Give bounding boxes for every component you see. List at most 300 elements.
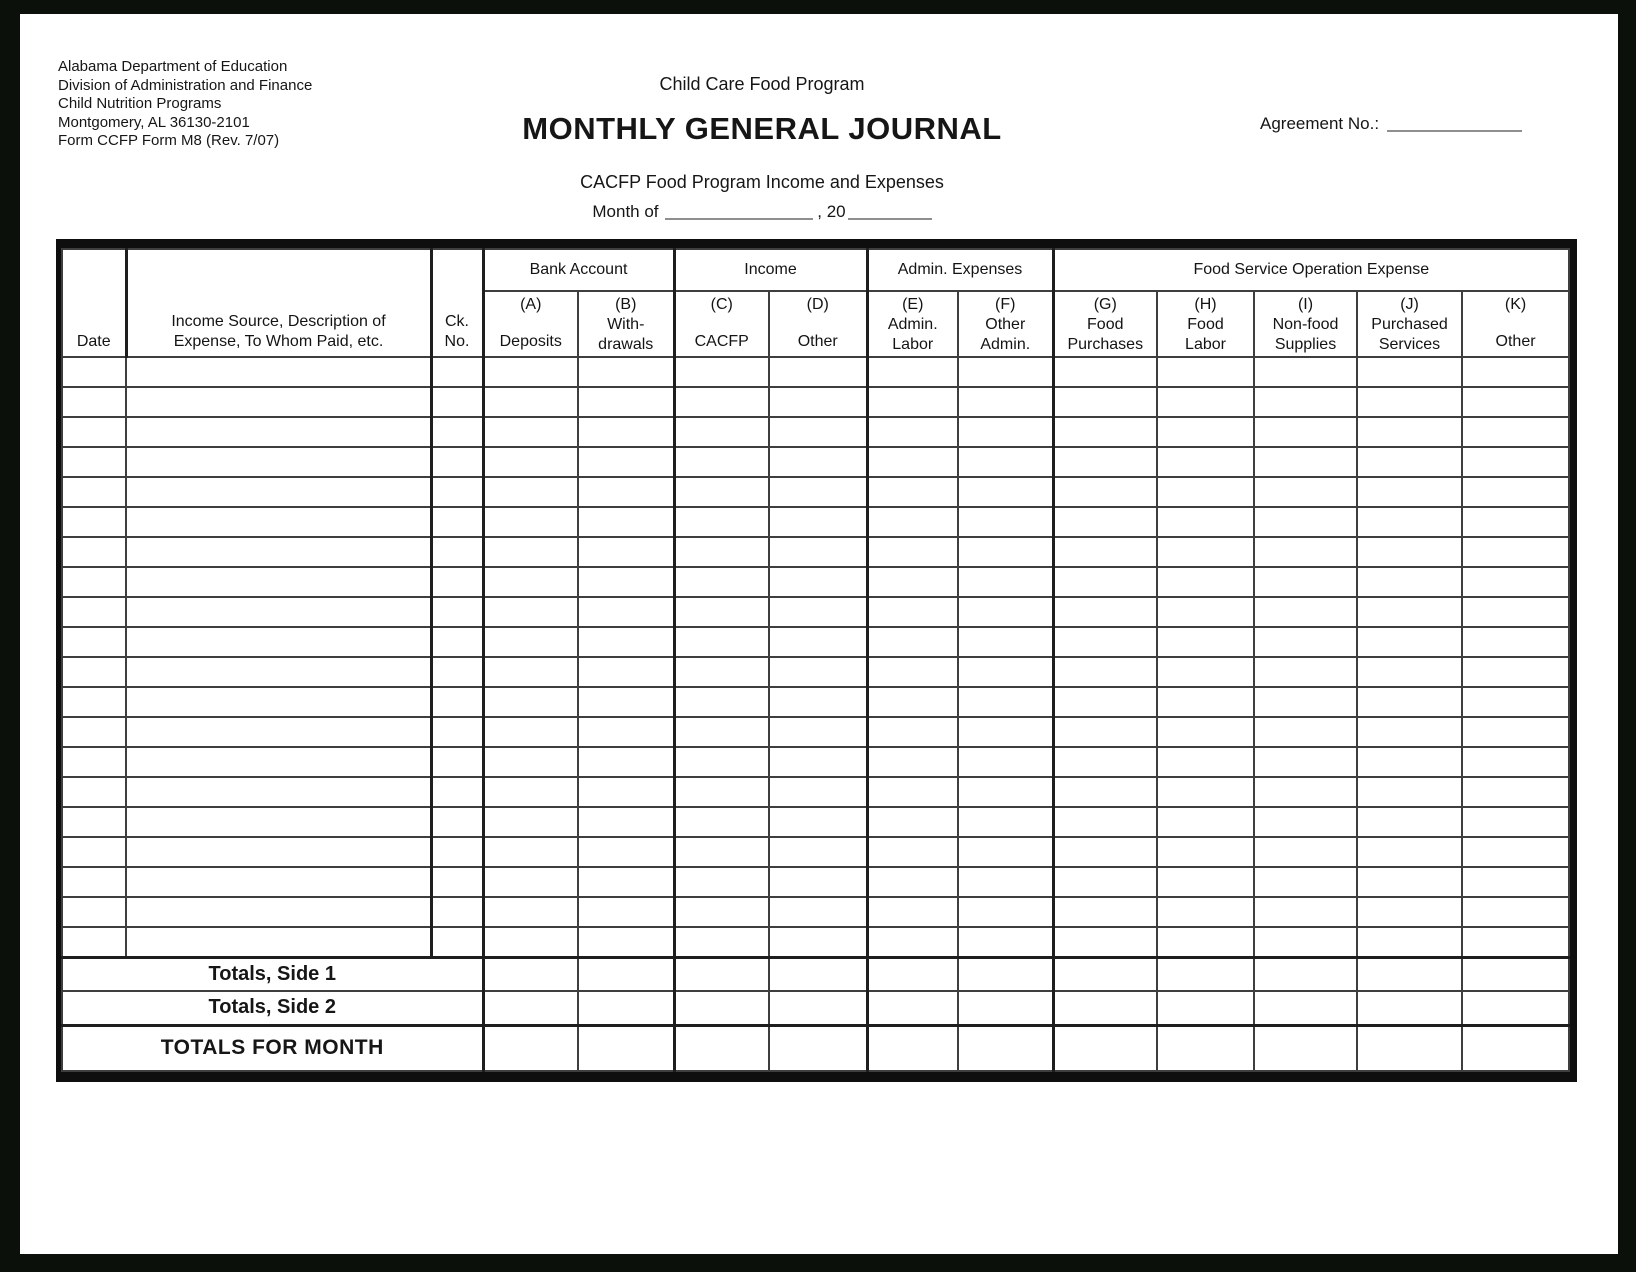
journal-cell: [1053, 837, 1157, 867]
column-header-i: (I) Non-food Supplies: [1254, 291, 1357, 357]
journal-cell: [769, 777, 867, 807]
journal-cell: [1462, 477, 1569, 507]
journal-cell: [431, 357, 483, 387]
journal-cell: [1157, 357, 1254, 387]
journal-cell: [126, 477, 431, 507]
agency-line: Division of Administration and Finance: [58, 76, 313, 94]
journal-cell: [578, 597, 674, 627]
journal-cell: [483, 507, 578, 537]
journal-cell: [578, 417, 674, 447]
journal-row: [62, 867, 1569, 897]
column-header-k: (K) Other: [1462, 291, 1569, 357]
journal-cell: [1254, 387, 1357, 417]
group-header-row: [62, 249, 1569, 291]
journal-cell: [578, 687, 674, 717]
journal-cell: [1254, 747, 1357, 777]
journal-body: [62, 357, 1569, 957]
journal-cell: [958, 837, 1053, 867]
journal-cell: [1053, 567, 1157, 597]
totals-side2-row: [62, 991, 1569, 1025]
journal-cell: [769, 657, 867, 687]
year-blank: [848, 216, 932, 220]
journal-cell: [1357, 687, 1462, 717]
journal-cell: [1462, 807, 1569, 837]
journal-cell: [769, 387, 867, 417]
journal-cell: [1357, 567, 1462, 597]
journal-cell: [578, 627, 674, 657]
journal-cell: [1254, 597, 1357, 627]
journal-table: [61, 248, 1570, 1072]
journal-cell: [958, 567, 1053, 597]
group-header-bank-account: Bank Account: [483, 249, 674, 291]
journal-cell: [674, 657, 769, 687]
journal-cell: [578, 477, 674, 507]
journal-cell: [958, 687, 1053, 717]
journal-cell: [1254, 537, 1357, 567]
journal-cell: [1357, 627, 1462, 657]
journal-cell: [1053, 687, 1157, 717]
column-header-c: (C) CACFP: [674, 291, 769, 357]
journal-cell: [126, 717, 431, 747]
journal-cell: [1053, 957, 1157, 991]
journal-cell: [674, 717, 769, 747]
journal-cell: [769, 1025, 867, 1071]
journal-cell: [126, 687, 431, 717]
journal-cell: [578, 807, 674, 837]
journal-cell: [769, 447, 867, 477]
journal-cell: [674, 777, 769, 807]
journal-cell: [62, 867, 126, 897]
journal-cell: [431, 687, 483, 717]
journal-cell: [867, 957, 958, 991]
journal-cell: [483, 1025, 578, 1071]
journal-cell: [958, 867, 1053, 897]
column-header-h: (H) Food Labor: [1157, 291, 1254, 357]
journal-cell: [483, 657, 578, 687]
journal-cell: [126, 447, 431, 477]
journal-cell: [431, 897, 483, 927]
journal-cell: [1254, 657, 1357, 687]
agreement-blank: [1387, 128, 1522, 132]
agency-line: Child Nutrition Programs: [58, 95, 222, 112]
journal-cell: [867, 837, 958, 867]
totals-month-label: TOTALS FOR MONTH: [62, 1025, 483, 1071]
journal-cell: [483, 957, 578, 991]
journal-cell: [126, 807, 431, 837]
journal-cell: [1254, 897, 1357, 927]
journal-cell: [1254, 777, 1357, 807]
journal-row: [62, 807, 1569, 837]
journal-cell: [1462, 357, 1569, 387]
journal-cell: [674, 807, 769, 837]
year-label: , 20: [817, 202, 846, 221]
journal-cell: [958, 507, 1053, 537]
journal-cell: [431, 717, 483, 747]
journal-cell: [431, 567, 483, 597]
journal-cell: [62, 567, 126, 597]
journal-cell: [674, 867, 769, 897]
journal-cell: [1254, 807, 1357, 837]
journal-cell: [62, 717, 126, 747]
journal-cell: [62, 387, 126, 417]
page-title: MONTHLY GENERAL JOURNAL: [522, 111, 1002, 146]
journal-cell: [867, 477, 958, 507]
journal-cell: [1157, 807, 1254, 837]
journal-cell: [1254, 867, 1357, 897]
journal-cell: [674, 927, 769, 957]
month-label: Month of: [592, 202, 659, 221]
journal-cell: [126, 417, 431, 447]
journal-cell: [1157, 417, 1254, 447]
journal-cell: [578, 447, 674, 477]
journal-cell: [62, 927, 126, 957]
journal-cell: [1157, 867, 1254, 897]
group-header-food-service: Food Service Operation Expense: [1053, 249, 1569, 291]
journal-cell: [1357, 477, 1462, 507]
totals-side2-label: Totals, Side 2: [62, 991, 483, 1025]
journal-cell: [958, 627, 1053, 657]
agency-line: Montgomery, AL 36130-2101: [58, 113, 250, 131]
journal-cell: [674, 957, 769, 991]
journal-cell: [1462, 837, 1569, 867]
journal-cell: [1053, 597, 1157, 627]
journal-cell: [958, 807, 1053, 837]
journal-cell: [1157, 387, 1254, 417]
journal-cell: [1157, 777, 1254, 807]
journal-cell: [1254, 957, 1357, 991]
journal-cell: [674, 747, 769, 777]
journal-cell: [1254, 837, 1357, 867]
journal-cell: [578, 957, 674, 991]
journal-cell: [1157, 897, 1254, 927]
journal-cell: [769, 747, 867, 777]
journal-cell: [578, 991, 674, 1025]
journal-cell: [578, 387, 674, 417]
journal-cell: [1053, 927, 1157, 957]
journal-cell: [867, 867, 958, 897]
journal-cell: [1254, 927, 1357, 957]
journal-cell: [483, 417, 578, 447]
journal-cell: [1157, 1025, 1254, 1071]
journal-row: [62, 747, 1569, 777]
totals-month-row: [62, 1025, 1569, 1071]
journal-cell: [674, 357, 769, 387]
journal-cell: [1053, 717, 1157, 747]
journal-cell: [958, 447, 1053, 477]
journal-cell: [1053, 867, 1157, 897]
journal-row: [62, 717, 1569, 747]
journal-cell: [483, 777, 578, 807]
journal-cell: [431, 657, 483, 687]
journal-cell: [483, 357, 578, 387]
journal-cell: [674, 477, 769, 507]
journal-cell: [431, 537, 483, 567]
journal-row: [62, 507, 1569, 537]
journal-row: [62, 477, 1569, 507]
journal-cell: [126, 837, 431, 867]
journal-cell: [1053, 777, 1157, 807]
column-header-j: (J) Purchased Services: [1357, 291, 1462, 357]
journal-cell: [674, 387, 769, 417]
journal-cell: [1053, 627, 1157, 657]
journal-cell: [1053, 991, 1157, 1025]
journal-cell: [867, 537, 958, 567]
journal-cell: [1053, 417, 1157, 447]
journal-cell: [1157, 717, 1254, 747]
journal-cell: [1357, 387, 1462, 417]
journal-cell: [769, 807, 867, 837]
journal-cell: [578, 897, 674, 927]
journal-cell: [1053, 447, 1157, 477]
journal-cell: [1357, 897, 1462, 927]
journal-cell: [867, 687, 958, 717]
journal-table-frame: [56, 239, 1577, 1082]
journal-cell: [126, 537, 431, 567]
group-header-admin-expenses: Admin. Expenses: [867, 249, 1053, 291]
journal-cell: [769, 897, 867, 927]
journal-cell: [1053, 747, 1157, 777]
journal-cell: [1053, 357, 1157, 387]
journal-cell: [62, 417, 126, 447]
journal-cell: [958, 387, 1053, 417]
journal-cell: [126, 357, 431, 387]
journal-row: [62, 627, 1569, 657]
journal-cell: [126, 597, 431, 627]
journal-cell: [867, 657, 958, 687]
journal-cell: [1357, 957, 1462, 991]
journal-cell: [1157, 627, 1254, 657]
journal-cell: [674, 537, 769, 567]
journal-cell: [483, 837, 578, 867]
journal-cell: [674, 897, 769, 927]
journal-cell: [1157, 837, 1254, 867]
program-name: Child Care Food Program: [659, 74, 865, 94]
journal-cell: [1157, 657, 1254, 687]
journal-cell: [483, 627, 578, 657]
journal-cell: [1462, 597, 1569, 627]
journal-cell: [1357, 657, 1462, 687]
journal-cell: [483, 387, 578, 417]
journal-cell: [62, 897, 126, 927]
journal-cell: [1462, 627, 1569, 657]
journal-cell: [1157, 567, 1254, 597]
journal-cell: [126, 567, 431, 597]
column-header-g: (G) Food Purchases: [1053, 291, 1157, 357]
journal-cell: [769, 991, 867, 1025]
journal-cell: [62, 537, 126, 567]
journal-cell: [62, 477, 126, 507]
journal-cell: [674, 1025, 769, 1071]
journal-cell: [958, 537, 1053, 567]
journal-cell: [867, 927, 958, 957]
month-blank: [665, 216, 813, 220]
column-header-b: (B) With- drawals: [578, 291, 674, 357]
journal-cell: [674, 991, 769, 1025]
journal-cell: [867, 991, 958, 1025]
journal-cell: [431, 507, 483, 537]
journal-cell: [483, 687, 578, 717]
journal-cell: [483, 897, 578, 927]
journal-cell: [769, 867, 867, 897]
journal-cell: [126, 897, 431, 927]
journal-cell: [769, 627, 867, 657]
journal-cell: [578, 777, 674, 807]
journal-cell: [1357, 747, 1462, 777]
journal-cell: [62, 507, 126, 537]
journal-cell: [1462, 867, 1569, 897]
journal-cell: [958, 1025, 1053, 1071]
agency-line: Form CCFP Form M8 (Rev. 7/07): [58, 132, 280, 149]
journal-cell: [674, 507, 769, 537]
agency-line: Alabama Department of Education: [58, 58, 288, 75]
journal-cell: [62, 747, 126, 777]
column-header-e: (E) Admin. Labor: [867, 291, 958, 357]
journal-cell: [62, 597, 126, 627]
journal-cell: [578, 717, 674, 747]
agreement-label: Agreement No.:: [1260, 114, 1380, 133]
journal-cell: [62, 777, 126, 807]
journal-cell: [126, 507, 431, 537]
journal-cell: [867, 897, 958, 927]
journal-cell: [769, 507, 867, 537]
journal-cell: [1157, 991, 1254, 1025]
journal-cell: [1357, 447, 1462, 477]
totals-side1-row: [62, 957, 1569, 991]
journal-cell: [1462, 387, 1569, 417]
journal-cell: [431, 867, 483, 897]
journal-cell: [867, 777, 958, 807]
journal-cell: [867, 807, 958, 837]
journal-cell: [769, 357, 867, 387]
journal-cell: [578, 507, 674, 537]
journal-cell: [483, 477, 578, 507]
journal-cell: [674, 567, 769, 597]
agreement-field: [1260, 114, 1522, 134]
journal-cell: [1462, 567, 1569, 597]
column-header-f: (F) Other Admin.: [958, 291, 1053, 357]
journal-cell: [674, 417, 769, 447]
journal-row: [62, 897, 1569, 927]
journal-cell: [126, 657, 431, 687]
form-subtitle: CACFP Food Program Income and Expenses: [580, 172, 944, 192]
journal-cell: [431, 837, 483, 867]
journal-cell: [674, 687, 769, 717]
journal-cell: [1157, 537, 1254, 567]
journal-cell: [62, 657, 126, 687]
journal-cell: [1157, 957, 1254, 991]
journal-cell: [431, 747, 483, 777]
journal-cell: [1053, 1025, 1157, 1071]
journal-cell: [1462, 657, 1569, 687]
journal-cell: [674, 837, 769, 867]
journal-cell: [958, 597, 1053, 627]
journal-cell: [1053, 477, 1157, 507]
ck-no-column-header: Ck. No.: [431, 249, 483, 357]
journal-cell: [769, 837, 867, 867]
journal-cell: [126, 867, 431, 897]
journal-cell: [578, 567, 674, 597]
journal-cell: [1053, 897, 1157, 927]
journal-cell: [1462, 777, 1569, 807]
journal-cell: [1254, 507, 1357, 537]
journal-cell: [62, 627, 126, 657]
journal-cell: [867, 747, 958, 777]
journal-cell: [62, 807, 126, 837]
journal-cell: [1254, 717, 1357, 747]
journal-cell: [867, 447, 958, 477]
journal-cell: [431, 387, 483, 417]
journal-cell: [958, 417, 1053, 447]
journal-cell: [431, 777, 483, 807]
journal-cell: [483, 597, 578, 627]
journal-cell: [126, 777, 431, 807]
journal-cell: [1254, 627, 1357, 657]
journal-cell: [1053, 387, 1157, 417]
journal-cell: [578, 357, 674, 387]
journal-cell: [1053, 507, 1157, 537]
journal-cell: [431, 447, 483, 477]
journal-cell: [483, 991, 578, 1025]
journal-row: [62, 597, 1569, 627]
journal-cell: [867, 1025, 958, 1071]
journal-cell: [126, 627, 431, 657]
journal-cell: [1254, 1025, 1357, 1071]
journal-cell: [1254, 477, 1357, 507]
journal-cell: [1357, 867, 1462, 897]
journal-row: [62, 537, 1569, 567]
journal-cell: [1462, 897, 1569, 927]
group-header-income: Income: [674, 249, 867, 291]
journal-row: [62, 777, 1569, 807]
journal-cell: [1462, 747, 1569, 777]
journal-cell: [1157, 597, 1254, 627]
journal-cell: [769, 477, 867, 507]
journal-row: [62, 567, 1569, 597]
journal-cell: [958, 747, 1053, 777]
journal-cell: [769, 957, 867, 991]
journal-cell: [958, 991, 1053, 1025]
journal-cell: [867, 597, 958, 627]
journal-cell: [483, 567, 578, 597]
journal-cell: [578, 867, 674, 897]
journal-cell: [1157, 687, 1254, 717]
journal-row: [62, 417, 1569, 447]
journal-cell: [1357, 537, 1462, 567]
journal-cell: [1357, 1025, 1462, 1071]
journal-cell: [769, 417, 867, 447]
journal-cell: [483, 807, 578, 837]
journal-cell: [1462, 537, 1569, 567]
journal-cell: [867, 567, 958, 597]
journal-cell: [578, 1025, 674, 1071]
journal-row: [62, 927, 1569, 957]
journal-cell: [1254, 417, 1357, 447]
journal-cell: [1462, 957, 1569, 991]
journal-cell: [1357, 777, 1462, 807]
journal-cell: [1053, 657, 1157, 687]
column-header-d: (D) Other: [769, 291, 867, 357]
description-column-header: Income Source, Description of Expense, To Whom Paid, etc.: [126, 249, 431, 357]
journal-cell: [1053, 807, 1157, 837]
journal-cell: [1462, 991, 1569, 1025]
journal-cell: [62, 447, 126, 477]
journal-cell: [62, 837, 126, 867]
date-column-header: Date: [62, 249, 126, 357]
journal-cell: [1462, 417, 1569, 447]
journal-cell: [1462, 447, 1569, 477]
journal-cell: [62, 357, 126, 387]
totals-side1-label: Totals, Side 1: [62, 957, 483, 991]
